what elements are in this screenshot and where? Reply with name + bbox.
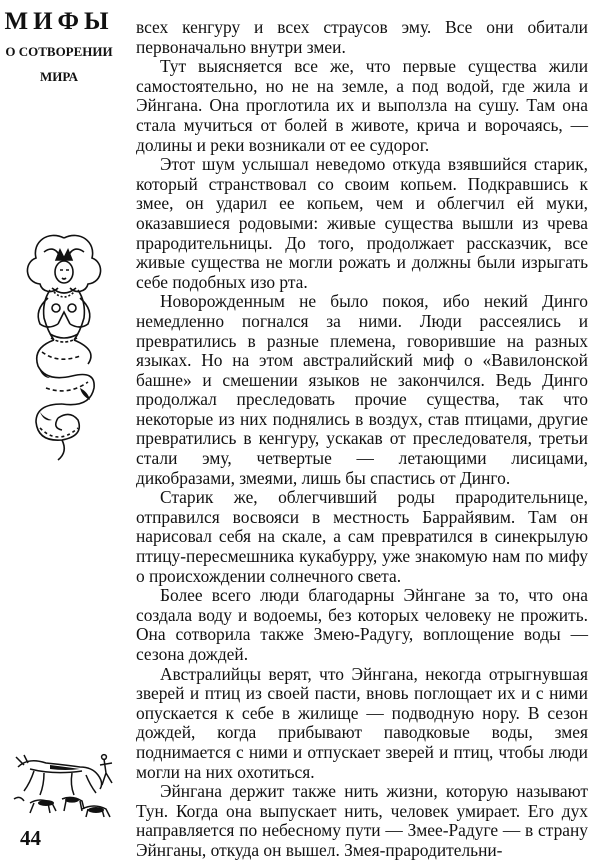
snake-goddess-illustration bbox=[18, 232, 110, 464]
page-number: 44 bbox=[20, 826, 41, 850]
paragraph: Эйнгана держит также нить жизни, которую называют Тун. Когда она выпускает нить, человек умирает. Его дух направляется по небесному пути — Змее-Радуге — в страну Эйнганы, откуда он вышел. Змея-прародительни- bbox=[136, 781, 588, 860]
paragraph: Тут выясняется все же, что первые существа жили самостоятельно, но не на земле, а под водой, где жила и Эйнгана. Она проглотила их и выползла на сушу. Там она стала мучиться от болей в животе, крича и ворочаясь, — долины и реки возникали от ее судорог. bbox=[136, 56, 588, 155]
paragraph: Австралийцы верят, что Эйнгана, некогда отрыгнувшая зверей и птиц из своей пасти, вновь поглощает их и с ними опускается к себе в жилище — подводную нору. В сезон дождей, когда прибывают паводковые воды, змея поднимается с ними и отпускает зверей и птиц, чтобы люди могли на них охотиться. bbox=[136, 663, 588, 782]
body-text bbox=[136, 18, 588, 861]
running-head-title: МИФЫ bbox=[4, 8, 114, 35]
paragraph: Этот шум услышал неведомо откуда взявшийся старик, который странствовал со своим копьем. Подкравшись к змее, он ударил ее копьем, чем и облегчил ей муки, оказавшиеся родовыми: живые существа вышли из чрева прародительницы. До того, продолжает рассказчик, все живые существа не могли рожать и должны были изрыгать себе подобных изо рта. bbox=[136, 154, 588, 292]
paragraph: Старик же, облегчивший роды прародительнице, отправился восвояси в местность Баррайявим. Там он нарисовал себя на скале, а сам превратился в синекрылую птицу-пересмешника кукабурру, уже знакомую нам по мифу о происхождении солнечного света. bbox=[136, 487, 588, 586]
paragraph: Новорожденным не было покоя, ибо некий Динго немедленно погнался за ними. Люди рассеялись и превратились в разные племена, говорившие на разных языках. Но на этом австралийский миф о «Вавилонской башне» и смешении языков не закончился. Ведь Динго продолжал преследовать прочие существа, так что некоторые из них поднялись в воздух, став птицами, другие превратились в кенгуру, ускакав от преследователя, третьи стали эму, четвертые — летающими лисицами, дикобразами, змеями, лишь бы спастись от Динго. bbox=[136, 291, 588, 488]
paragraph: всех кенгуру и всех страусов эму. Все они обитали первоначально внутри змеи. bbox=[136, 17, 588, 57]
paragraph: Более всего люди благодарны Эйнгане за то, что она создала воду и водоемы, без которых человеку не прожить. Она сотворила также Змею-Радугу, воплощение воды — сезона дождей. bbox=[136, 585, 588, 664]
running-head-subtitle-line1: О СОТВОРЕНИИ bbox=[5, 44, 113, 59]
running-head bbox=[0, 8, 118, 85]
running-head-subtitle-line2: МИРА bbox=[39, 69, 79, 84]
rock-art-animals-illustration bbox=[10, 753, 120, 819]
